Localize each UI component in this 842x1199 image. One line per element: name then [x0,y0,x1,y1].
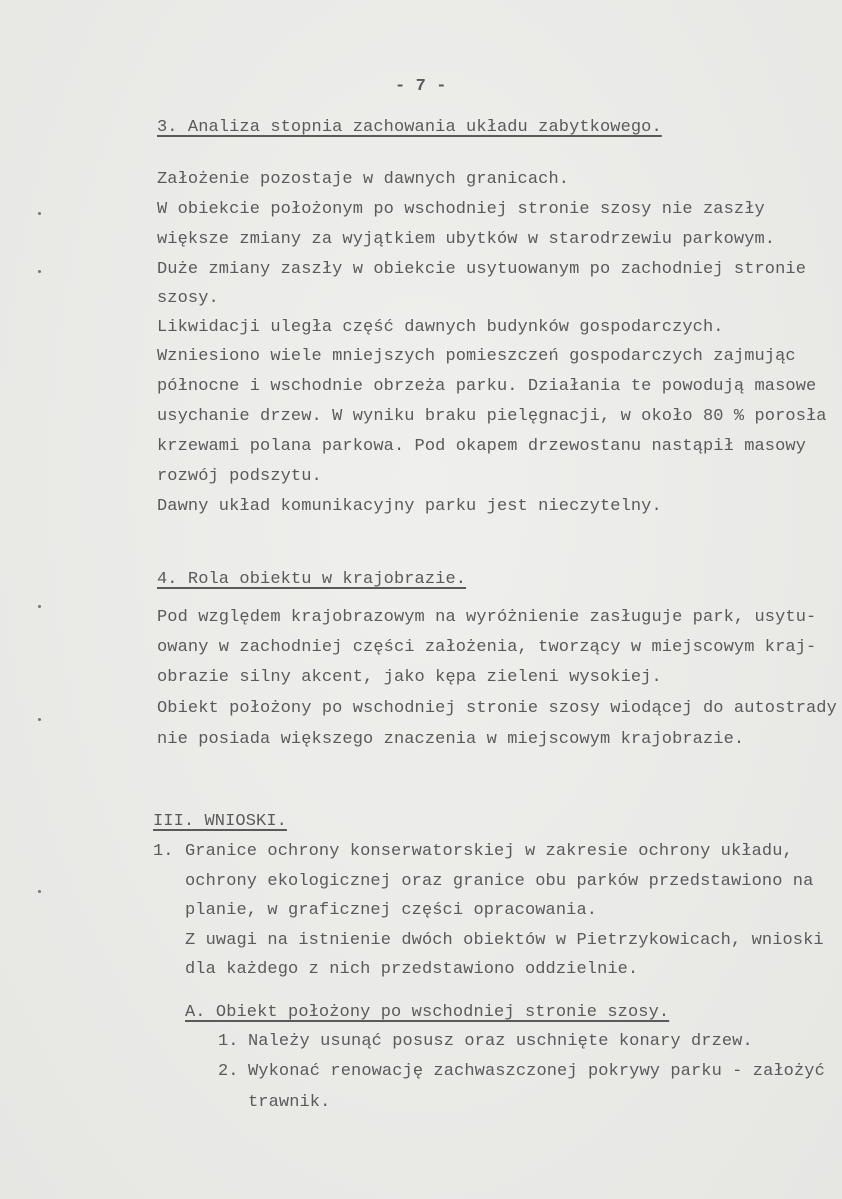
text-line: Granice ochrony konserwatorskiej w zakresie ochrony układu, [185,842,793,861]
page-number: - 7 - [395,77,447,96]
text-line: owany w zachodniej części założenia, tworzący w miejscowym kraj- [157,638,817,657]
section-3-heading: 3. Analiza stopnia zachowania układu zabytkowego. [157,118,662,137]
item-number: 2. [218,1062,239,1081]
text-line: północne i wschodnie obrzeża parku. Działania te powodują masowe [157,377,817,396]
text-line: dla każdego z nich przedstawiono oddzielnie. [185,960,639,979]
text-line: Dawny układ komunikacyjny parku jest nieczytelny. [157,497,662,516]
text-line: Obiekt położony po wschodniej stronie szosy wiodącej do autostrady [157,699,837,718]
text-line: nie posiada większego znaczenia w miejscowym krajobrazie. [157,730,745,749]
text-line: usychanie drzew. W wyniku braku pielęgnacji, w około 80 % porosła [157,407,827,426]
text-line: szosy. [157,289,219,308]
margin-speck [38,270,41,273]
text-line: Pod względem krajobrazowym na wyróżnienie zasługuje park, usytu- [157,608,817,627]
text-line: rozwój podszytu. [157,467,322,486]
text-line: Likwidacji uległa część dawnych budynków gospodarczych. [157,318,724,337]
subsection-a-heading: A. Obiekt położony po wschodniej stronie szosy. [185,1003,670,1022]
text-line: planie, w graficznej części opracowania. [185,901,598,920]
text-line: W obiekcie położonym po wschodniej stronie szosy nie zaszły [157,200,765,219]
text-line: trawnik. [248,1093,331,1112]
item-number: 1. [218,1032,239,1051]
text-line: obrazie silny akcent, jako kępa zieleni wysokiej. [157,668,662,687]
text-line: krzewami polana parkowa. Pod okapem drzewostanu nastąpił masowy [157,437,807,456]
margin-speck [38,605,41,608]
margin-speck [38,718,41,721]
text-line: Wykonać renowację zachwaszczonej pokrywy parku - założyć [248,1062,825,1081]
conclusions-heading: III. WNIOSKI. [153,812,287,831]
item-number: 1. [153,842,174,861]
text-line: Należy usunąć posusz oraz uschnięte konary drzew. [248,1032,753,1051]
text-line: ochrony ekologicznej oraz granice obu parków przedstawiono na [185,872,814,891]
text-line: Założenie pozostaje w dawnych granicach. [157,170,570,189]
text-line: większe zmiany za wyjątkiem ubytków w starodrzewiu parkowym. [157,230,776,249]
text-line: Duże zmiany zaszły w obiekcie usytuowanym po zachodniej stronie [157,260,807,279]
text-line: Wzniesiono wiele mniejszych pomieszczeń gospodarczych zajmując [157,347,796,366]
text-line: Z uwagi na istnienie dwóch obiektów w Pietrzykowicach, wnioski [185,931,824,950]
margin-speck [38,890,41,893]
section-4-heading: 4. Rola obiektu w krajobrazie. [157,570,467,589]
margin-speck [38,212,41,215]
